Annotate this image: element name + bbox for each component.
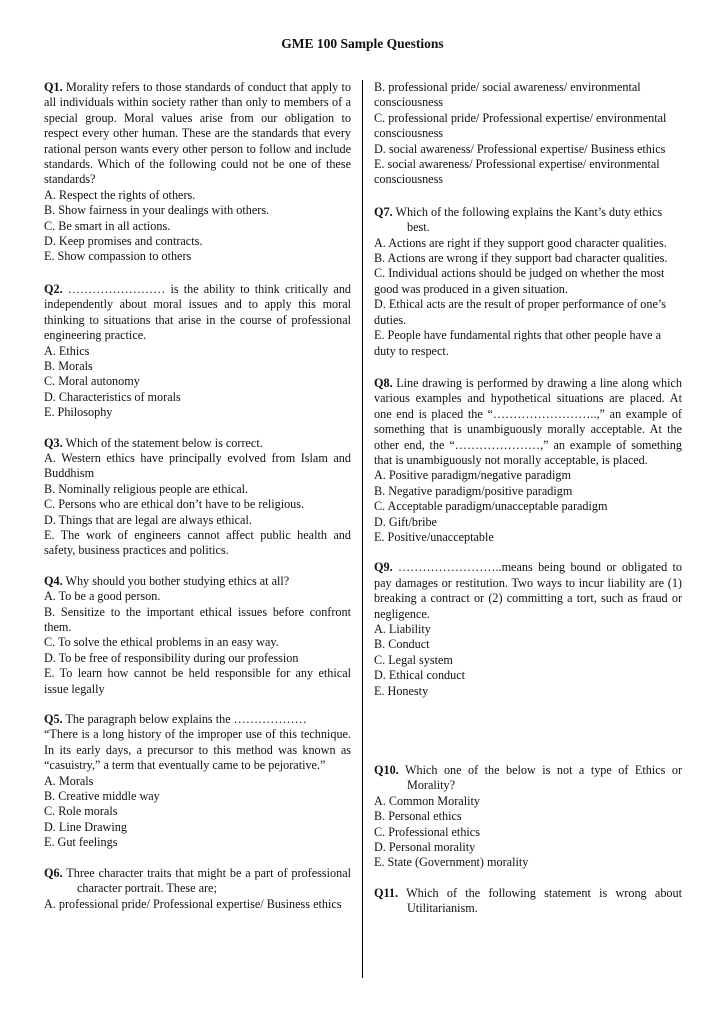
option-e: E. The work of engineers cannot affect public health and safety, business practices and politics. (44, 527, 351, 558)
option-b: B. Nominally religious people are ethical. (44, 481, 249, 496)
option-a: A. professional pride/ Professional expertise/ Business ethics (44, 896, 342, 911)
question-number: Q3. (44, 435, 63, 450)
question-text: The paragraph below explains the ……………… (65, 712, 307, 727)
question-5 (44, 712, 351, 851)
option-e: E. State (Government) morality (374, 855, 529, 870)
option-d: D. Keep promises and contracts. (44, 234, 203, 249)
option-d: D. Ethical acts are the result of proper performance of one’s duties. (374, 297, 667, 327)
option-c: C. To solve the ethical problems in an easy way. (44, 635, 279, 650)
column-divider (362, 80, 363, 978)
question-8 (374, 376, 682, 545)
question-text: ……………………..means being bound or obligated to pay damages or restitution. Two ways to incur liability are (1) breaking a contract or (2) committing a tort, such as fraud or negligence. (374, 560, 683, 621)
option-a: A. Liability (374, 622, 431, 636)
option-b: B. Morals (44, 358, 93, 373)
option-a: A. Ethics (44, 343, 90, 358)
option-c: C. Persons who are ethical don’t have to be religious. (44, 497, 305, 512)
question-text: Which of the following statement is wrong about Utilitarianism. (406, 885, 682, 916)
question-number: Q1. (44, 80, 63, 94)
option-c: C. Moral autonomy (44, 374, 140, 389)
option-e: E. Show compassion to others (44, 249, 192, 264)
option-d: D. Ethical conduct (374, 668, 466, 683)
question-6 (44, 866, 351, 912)
option-a: A. Common Morality (374, 793, 480, 808)
option-a: A. Western ethics have principally evolved from Islam and Buddhism (44, 450, 351, 481)
page-title: GME 100 Sample Questions (281, 36, 444, 51)
option-b: B. Sensitize to the important ethical issues before confront them. (44, 604, 351, 634)
option-a: A. Morals (44, 773, 94, 788)
question-9 (374, 560, 682, 699)
option-a: A. Actions are right if they support good character qualities. (374, 235, 667, 250)
option-e: E. Philosophy (44, 405, 113, 420)
question-number: Q11. (374, 885, 399, 900)
option-b: B. Actions are wrong if they support bad character qualities. (374, 251, 668, 266)
option-e: E. Positive/unacceptable (374, 529, 494, 544)
option-b: B. Conduct (374, 637, 430, 652)
question-text: Which one of the below is not a type of Ethics or Morality? (404, 763, 682, 793)
question-2 (44, 282, 351, 421)
option-b: B. professional pride/ social awareness/ environmental consciousness (374, 80, 641, 110)
option-c: C. Be smart in all actions. (44, 218, 171, 233)
option-e: E. Gut feelings (44, 835, 118, 850)
question-text: Which of the statement below is correct. (65, 435, 263, 450)
option-c: C. professional pride/ Professional expertise/ environmental consciousness (374, 110, 667, 141)
question-6-continued (374, 80, 682, 188)
option-a: A. Respect the rights of others. (44, 187, 196, 202)
question-text: Why should you bother studying ethics at all? (65, 573, 290, 588)
question-number: Q5. (44, 712, 63, 727)
option-e: E. social awareness/ Professional expertise/ environmental consciousness (374, 157, 660, 187)
option-d: D. Line Drawing (44, 819, 127, 834)
option-b: B. Creative middle way (44, 789, 160, 804)
question-quote: “There is a long history of the improper use of this technique. In its early days, a precursor to this method was known as “casuistry,” a term that eventually came to be pejorative.” (44, 727, 351, 773)
option-d: D. Things that are legal are always ethical. (44, 512, 252, 527)
option-c: C. Professional ethics (374, 824, 480, 839)
option-d: D. To be free of responsibility during our profession (44, 650, 299, 665)
option-e: E. People have fundamental rights that other people have a duty to respect. (374, 328, 661, 358)
question-number: Q10. (374, 763, 399, 778)
option-b: B. Personal ethics (374, 809, 462, 824)
question-text: Line drawing is performed by drawing a line along which various examples and hypothetical situations are placed. At one end is placed the “……………………..,” an example of something that is unambiguously morally acceptable. At the other end, the “…………………,” an example of something that is unambiguously not morally acceptable, is placed. (374, 375, 683, 467)
question-1 (44, 80, 351, 265)
question-number: Q9. (374, 560, 393, 575)
question-7 (374, 205, 682, 359)
question-number: Q2. (44, 281, 63, 296)
question-number: Q7. (374, 204, 393, 219)
question-number: Q4. (44, 573, 63, 588)
option-c: C. Role morals (44, 804, 118, 819)
option-d: D. Personal morality (374, 840, 476, 855)
question-3 (44, 436, 351, 559)
question-4 (44, 574, 351, 697)
option-e: E. Honesty (374, 683, 429, 698)
question-text: Which of the following explains the Kant’s duty ethics best. (395, 204, 663, 235)
option-d: D. Gift/bribe (374, 514, 437, 529)
question-10 (374, 763, 682, 871)
option-c: C. Legal system (374, 652, 453, 667)
option-b: B. Show fairness in your dealings with others. (44, 203, 270, 218)
question-number: Q8. (374, 375, 393, 390)
option-b: B. Negative paradigm/positive paradigm (374, 483, 573, 498)
left-column (44, 80, 351, 912)
question-number: Q6. (44, 865, 63, 880)
question-11 (374, 886, 682, 917)
option-d: D. social awareness/ Professional expertise/ Business ethics (374, 141, 666, 156)
option-e: E. To learn how cannot be held responsible for any ethical issue legally (44, 666, 351, 696)
option-d: D. Characteristics of morals (44, 389, 181, 404)
question-text: Three character traits that might be a part of professional character portrait. These are; (66, 865, 351, 896)
right-column (374, 80, 682, 917)
option-a: A. Positive paradigm/negative paradigm (374, 468, 571, 483)
question-text: Morality refers to those standards of conduct that apply to all individuals within society rather than only to members of a special group. Moral values arise from our obligation to respect every other human. These are the standards that every rational person wants every other person to follow and include standards. Which of the following could not be one of these standards? (44, 80, 351, 187)
option-c: C. Acceptable paradigm/unacceptable paradigm (374, 499, 608, 514)
question-text: …………………… is the ability to think critically and independently about moral issues and to apply this moral thinking to situations that arise in the course of professional engineering practice. (44, 281, 352, 343)
option-a: A. To be a good person. (44, 589, 161, 604)
option-c: C. Individual actions should be judged on whether the most good was produced in a given situation. (374, 266, 665, 296)
